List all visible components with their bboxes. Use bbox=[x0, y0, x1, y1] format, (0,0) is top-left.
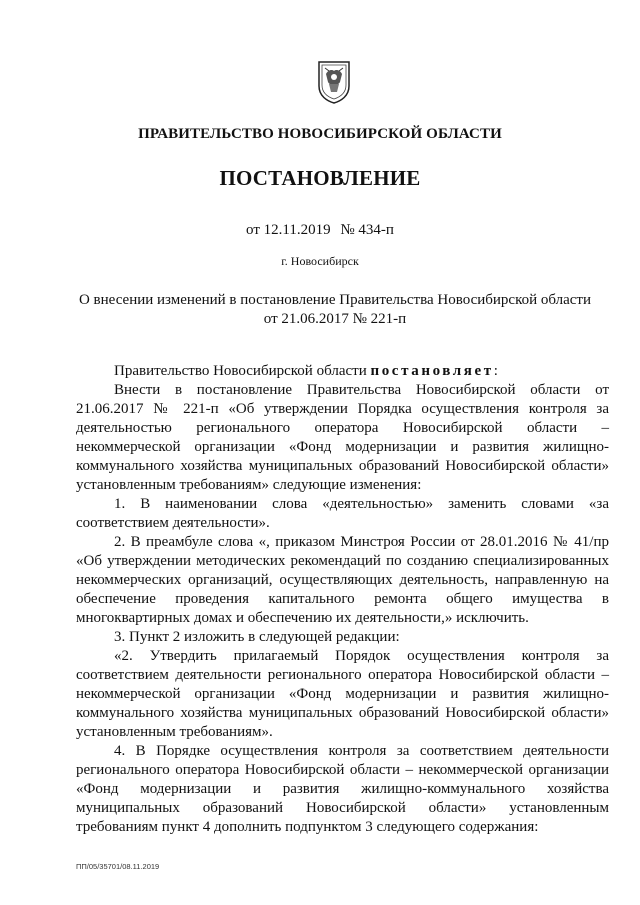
intro-verb: постановляет bbox=[370, 363, 494, 379]
subject-line-1: О внесении изменений в постановление Правительства Новосибирской области bbox=[78, 292, 592, 308]
document-number: № 434-п bbox=[340, 222, 394, 238]
paragraph-6: 4. В Порядке осуществления контроля за соответствием деятельности регионального оператора Новосибирской области – некоммерческой организации «Фонд модернизации и развития жилищно-коммунального хозяйства муниципальных образований Новосибирской области» установленным требованиям пункт 4 дополнить подпунктом 3 следующего содержания: bbox=[76, 743, 609, 835]
paragraph-1: Внести в постановление Правительства Новосибирской области от 21.06.2017 № 221-п «Об утверждении Порядка осуществления контроля за деятельностью регионального оператора Новосибирской области – некоммерческой организации «Фонд модернизации и развития жилищно-коммунального хозяйства муниципальных образований Новосибирской области» установленным требованиям» следующие изменения: bbox=[76, 382, 609, 493]
organization-name: ПРАВИТЕЛЬСТВО НОВОСИБИРСКОЙ ОБЛАСТИ bbox=[138, 126, 502, 142]
footer-code: ПП/05/35701/08.11.2019 bbox=[76, 862, 160, 871]
document-date: от 12.11.2019 bbox=[246, 222, 331, 238]
intro-prefix: Правительство Новосибирской области bbox=[114, 363, 367, 379]
date-number-line bbox=[0, 222, 640, 239]
subject-line-2: от 21.06.2017 № 221-п bbox=[263, 311, 407, 327]
city-name: г. Новосибирск bbox=[281, 254, 359, 268]
paragraph-2: 1. В наименовании слова «деятельностью» заменить словами «за соответствием деятельности». bbox=[76, 496, 609, 531]
paragraph-3: 2. В преамбуле слова «, приказом Минстроя России от 28.01.2016 № 41/пр «Об утверждении методических рекомендаций по созданию специализированных некоммерческих организаций, осуществляющих деятельность, направленную на обеспечение проведения капитального ремонта общего имущества в многоквартирных домах и обеспечению их деятельности,» исключить. bbox=[76, 534, 609, 626]
paragraph-4: 3. Пункт 2 изложить в следующей редакции: bbox=[114, 629, 400, 645]
intro-paragraph bbox=[76, 362, 609, 381]
paragraph-5: «2. Утвердить прилагаемый Порядок осуществления контроля за соответствием деятельности регионального оператора Новосибирской области – некоммерческой организации «Фонд модернизации и развития жилищно-коммунального хозяйства муниципальных образований Новосибирской области» установленным требованиям». bbox=[76, 648, 609, 740]
document-subject bbox=[70, 291, 600, 329]
document-body bbox=[76, 362, 609, 837]
document-type-title: ПОСТАНОВЛЕНИЕ bbox=[219, 166, 421, 190]
coat-of-arms-icon bbox=[315, 60, 353, 104]
intro-suffix: : bbox=[493, 363, 498, 379]
